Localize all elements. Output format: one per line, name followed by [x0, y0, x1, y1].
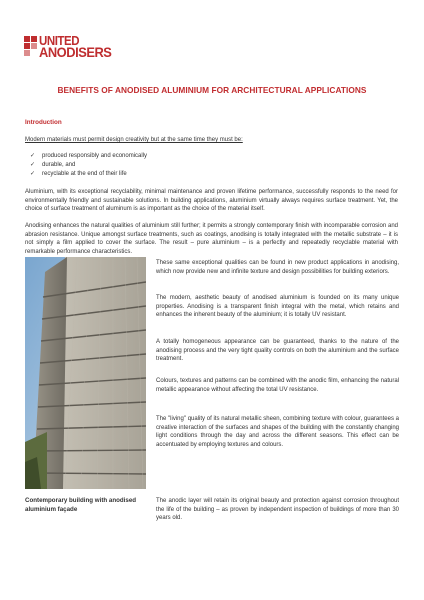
paragraph-anodising: Anodising enhances the natural qualities of aluminium still further; it permits a strongly contemporary finish with incomparable corrosion and abrasion resistance. Unique amongst surface treatments, such as coatings, anodising is totally integrated with the metallic substrate – it is not simply a film applied to cover the surface. The result – pure aluminium – is a perfectly and repeatedly recyclable material with remarkable performance characteristics. — [25, 223, 398, 255]
photo-caption: Contemporary building with anodised aluminium façade — [25, 497, 137, 513]
paragraph-aluminium: Aluminium, with its exceptional recyclability, minimal maintenance and proven lifetime performance, successfully responds to the need for environmentally friendly and sustainable solutions. In building applications, aluminium virtually always requires surface treatment. Yet, the choice of surface treatment of aluminum is as important as the choice of the material itself. — [25, 189, 398, 213]
requirements-list — [30, 152, 147, 180]
intro-lead: Modern materials must permit design creativity but at the same time they must be: — [25, 137, 243, 143]
check-icon: ✓ — [30, 153, 36, 159]
building-photo — [25, 257, 146, 489]
paragraph-right-2: The modern, aesthetic beauty of anodised aluminium is founded on its many unique properties. Anodising is a transparent finish integral with the metal, which retains and enhances the inherent beauty of the aluminium; it is totally UV resistant. — [156, 295, 399, 319]
check-icon: ✓ — [30, 171, 36, 178]
paragraph-right-5: The "living" quality of its natural metallic sheen, combining texture with colour, guarantees a creative interaction of the surfaces and shapes of the building with the constantly changing light conditions through the day and across the different seasons. This effect can be accentuated by employing textures and colours. — [156, 416, 399, 448]
logo-mark-icon — [24, 36, 37, 61]
paragraph-right-6: The anodic layer will retain its original beauty and protection against corrosion throughout the life of the building – as proven by independent inspection of buildings of more than 30 years old. — [156, 498, 399, 522]
logo-line1: UNITED — [39, 34, 80, 48]
check-icon: ✓ — [30, 162, 36, 169]
paragraph-right-1: These same exceptional qualities can be found in new product applications in anodising, which now provide new and infinite texture and design possibilities for building exteriors. — [156, 260, 399, 275]
page-title: BENEFITS OF ANODISED ALUMINIUM FOR ARCHITECTURAL APPLICATIONS — [57, 85, 367, 95]
list-item: ✓ produced responsibly and economically — [30, 152, 147, 161]
logo-line2: ANODISERS — [39, 44, 112, 60]
paragraph-right-3: A totally homogeneous appearance can be guaranteed, thanks to the nature of the anodising process and the very tight quality controls on both the aluminium and the surface treatment. — [156, 339, 399, 363]
list-item: ✓ recyclable at the end of their life — [30, 170, 147, 179]
paragraph-right-4: Colours, textures and patterns can be combined with the anodic film, enhancing the natural metallic appearance without affecting the total UV resistance. — [156, 378, 399, 393]
list-item: ✓ durable, and — [30, 161, 147, 170]
section-heading: Introduction — [25, 119, 62, 126]
company-logo — [24, 36, 118, 61]
